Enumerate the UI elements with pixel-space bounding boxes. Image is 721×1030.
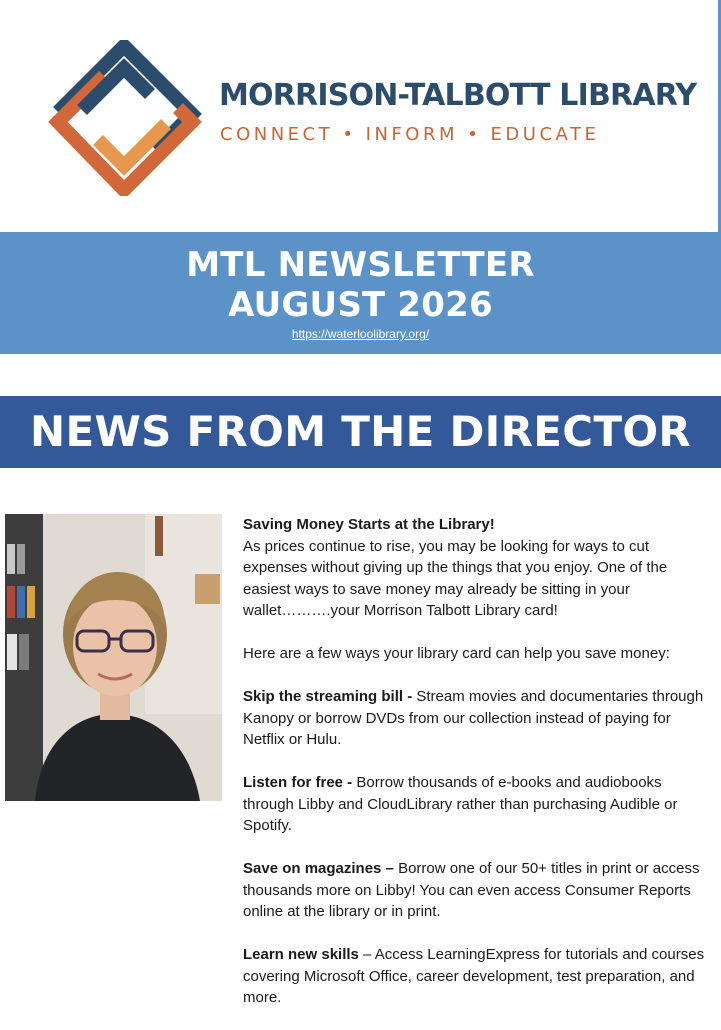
article-headline: Saving Money Starts at the Library! — [243, 516, 495, 533]
tip-text: Stream movies and documentaries through Kanopy or borrow DVDs from our collection instead of paying for Netflix or Hulu. — [243, 688, 704, 748]
newsletter-date: AUGUST 2026 — [228, 285, 493, 325]
tip-text: Borrow one of our 50+ titles in print or access thousands more on Libby! You can even access Consumer Reports online at the library or in print. — [243, 860, 700, 920]
tip-paragraph — [243, 944, 711, 1009]
newsletter-title: MTL NEWSLETTER — [186, 245, 535, 285]
tip-text: – Access LearningExpress for tutorials and courses covering Microsoft Office, career development, test preparation, and more. — [243, 946, 705, 1006]
tip-title: Listen for free - — [243, 774, 353, 791]
section-heading: NEWS FROM THE DIRECTOR — [0, 396, 721, 468]
director-photo — [5, 514, 222, 801]
library-tagline: CONNECT • INFORM • EDUCATE — [220, 124, 600, 145]
newsletter-banner — [0, 232, 721, 354]
tip-paragraph — [243, 858, 711, 923]
tip-text: Borrow thousands of e-books and audiobooks through Libby and CloudLibrary rather than purchasing Audible or Spotify. — [243, 774, 678, 834]
interlocking-diamond-logo-icon — [46, 40, 206, 196]
library-name: MORRISON-TALBOTT LIBRARY — [219, 78, 697, 113]
tip-title: Learn new skills — [243, 946, 359, 963]
tip-paragraph — [243, 686, 711, 751]
tip-title: Skip the streaming bill - — [243, 688, 413, 705]
tip-paragraph — [243, 772, 711, 837]
article-intro: As prices continue to rise, you may be looking for ways to cut expenses without giving up the things that you enjoy. One of the easiest ways to save money may already be sitting in your wallet……….your Morrison Talbott Library card! — [243, 537, 668, 619]
newsletter-header — [0, 0, 718, 232]
article-lead-in: Here are a few ways your library card can help you save money: — [243, 645, 670, 662]
tip-title: Save on magazines – — [243, 860, 394, 877]
library-website-link[interactable]: https://waterloolibrary.org/ — [291, 327, 430, 341]
director-article — [243, 514, 711, 1030]
